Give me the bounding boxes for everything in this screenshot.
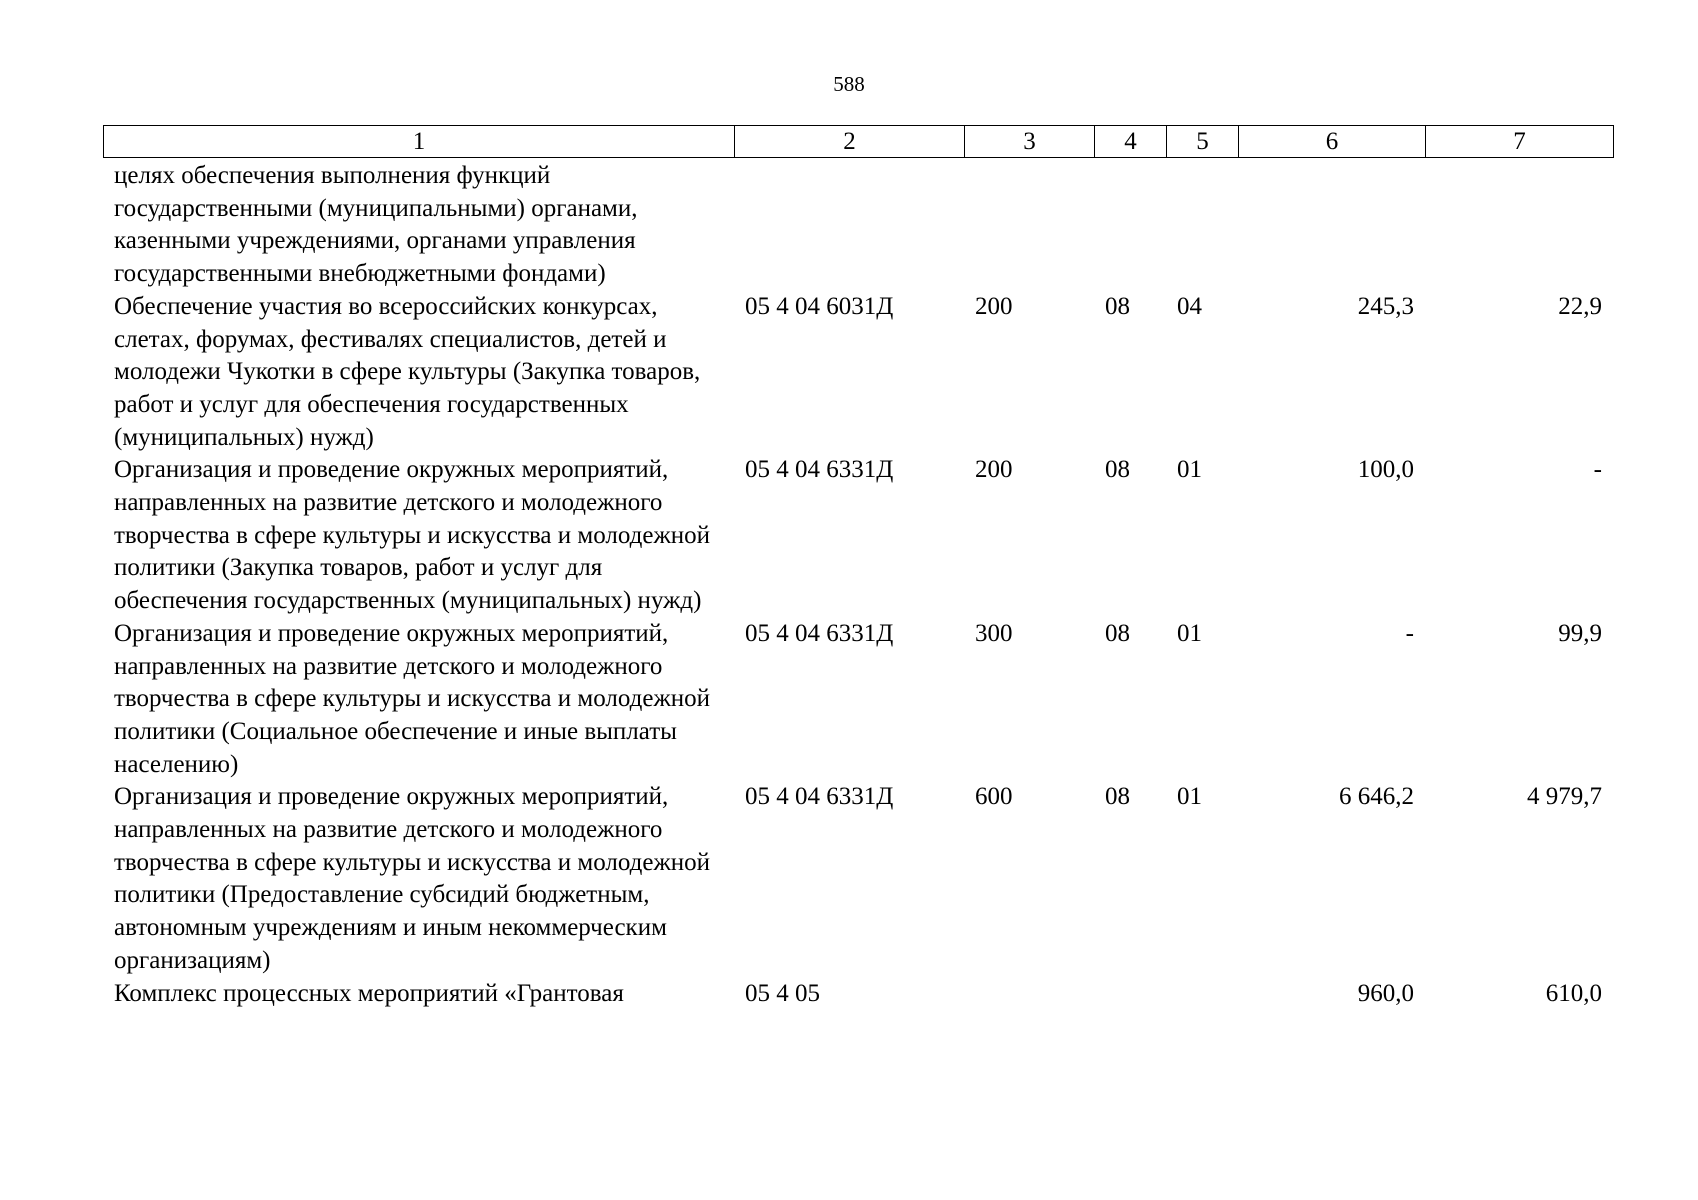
- header-col-4: 4: [1095, 126, 1167, 158]
- page-number: 588: [833, 72, 865, 96]
- header-col-6: 6: [1239, 126, 1426, 158]
- row-code: 05 4 04 6031Д: [745, 292, 894, 320]
- row-code: [734, 160, 964, 291]
- row-pr: 01: [1177, 619, 1202, 647]
- table-header: [103, 125, 1614, 158]
- row-code: 05 4 04 6331Д: [745, 456, 894, 484]
- row-sum-7: 22,9: [1558, 292, 1602, 320]
- row-rz: 08: [1105, 456, 1130, 484]
- row-name: Организация и проведение окружных мероприятий, направленных на развитие детского и молодежного творчества в сфере культуры и искусства и молодежной политики (Закупка товаров, работ и услуг для обеспечения государственных (муниципальных) нужд): [114, 456, 710, 615]
- row-sum-7: 610,0: [1545, 979, 1602, 1007]
- row-code: 05 4 04 6331Д: [745, 783, 894, 811]
- row-sum-6: 100,0: [1357, 456, 1414, 484]
- table-row: [103, 978, 1613, 1011]
- row-name: целях обеспечения выполнения функций государственными (муниципальными) органами, казенными учреждениями, органами управления государственными внебюджетными фондами): [114, 162, 638, 288]
- row-sum-7: -: [1593, 456, 1602, 484]
- row-code: 05 4 05: [745, 979, 820, 1007]
- table-row: [103, 618, 1613, 782]
- row-vr: 200: [975, 456, 1013, 484]
- header-col-5: 5: [1167, 126, 1239, 158]
- table-body: [103, 160, 1613, 1010]
- row-rz: 08: [1105, 619, 1130, 647]
- header-col-1: 1: [104, 126, 735, 158]
- row-rz: [1094, 978, 1166, 1011]
- row-vr: [964, 978, 1094, 1011]
- row-sum-6: 6 646,2: [1339, 783, 1414, 811]
- row-name: Обеспечение участия во всероссийских конкурсах, слетах, форумах, фестивалях специалистов, детей и молодежи Чукотки в сфере культуры (Закупка товаров, работ и услуг для обеспечения государственных (муниципальных) нужд): [114, 292, 701, 451]
- table-row: [103, 454, 1613, 618]
- row-sum-6: 960,0: [1357, 979, 1414, 1007]
- row-name: Организация и проведение окружных мероприятий, направленных на развитие детского и молодежного творчества в сфере культуры и искусства и молодежной политики (Социальное обеспечение и иные выплаты населению): [114, 619, 710, 778]
- row-vr: [964, 160, 1094, 291]
- row-rz: 08: [1105, 783, 1130, 811]
- row-vr: 600: [975, 783, 1013, 811]
- table-row: [103, 781, 1613, 977]
- row-sum-6: [1238, 160, 1425, 291]
- row-sum-7: 4 979,7: [1527, 783, 1602, 811]
- row-vr: 300: [975, 619, 1013, 647]
- row-pr: 04: [1177, 292, 1202, 320]
- row-pr: [1166, 160, 1238, 291]
- row-rz: [1094, 160, 1166, 291]
- row-sum-7: 99,9: [1558, 619, 1602, 647]
- header-col-2: 2: [735, 126, 965, 158]
- header-col-7: 7: [1426, 126, 1614, 158]
- row-name: Организация и проведение окружных мероприятий, направленных на развитие детского и молодежного творчества в сфере культуры и искусства и молодежной политики (Предоставление субсидий бюджетным, автономным учреждениям и иным некоммерческим организациям): [114, 783, 710, 974]
- row-pr: 01: [1177, 783, 1202, 811]
- table-row: [103, 291, 1613, 455]
- table-row: [103, 160, 1613, 291]
- row-vr: 200: [975, 292, 1013, 320]
- row-name: Комплекс процессных мероприятий «Грантовая: [114, 979, 624, 1007]
- row-code: 05 4 04 6331Д: [745, 619, 894, 647]
- row-sum-6: -: [1405, 619, 1414, 647]
- row-sum-7: [1425, 160, 1613, 291]
- header-col-3: 3: [965, 126, 1095, 158]
- row-rz: 08: [1105, 292, 1130, 320]
- row-pr: 01: [1177, 456, 1202, 484]
- row-sum-6: 245,3: [1357, 292, 1414, 320]
- row-pr: [1166, 978, 1238, 1011]
